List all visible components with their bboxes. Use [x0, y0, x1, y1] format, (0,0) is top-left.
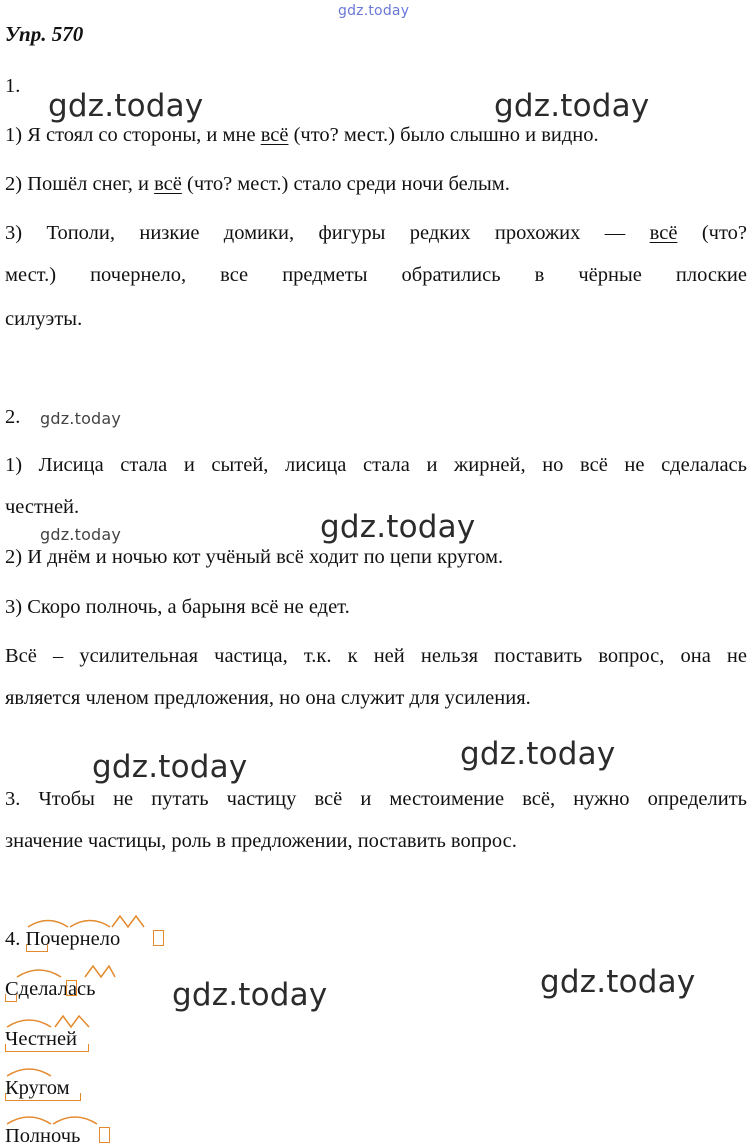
word-krugom-row [5, 1076, 70, 1100]
watermark: gdz.today [172, 977, 328, 1013]
morpheme-marks [26, 913, 166, 927]
prefix-mark [26, 944, 48, 952]
word-text: Полночь [5, 1125, 81, 1147]
word-text: Почернело [25, 928, 121, 950]
word-text: Сделалась [5, 978, 96, 1000]
word-pochernelo-row [5, 927, 120, 951]
watermark: gdz.today [48, 88, 204, 124]
underlined-pronoun: всё [260, 124, 289, 146]
section-1-sentence-3-line-2: мест.) почернело, все предметы обратились в чёрные плоские [5, 264, 747, 286]
base-mark [5, 1093, 81, 1101]
watermark: gdz.today [494, 88, 650, 124]
word-sdelalas [5, 977, 96, 1001]
word-pochernelo [26, 927, 121, 951]
word-chestnei [5, 1027, 77, 1051]
exercise-title: Упр. 570 [5, 22, 84, 46]
section-1-sentence-2 [5, 172, 510, 196]
morpheme-marks [5, 1013, 95, 1027]
text: 2) Пошёл снег, и [5, 173, 155, 195]
watermark-top: gdz.today [338, 3, 410, 19]
word-polnoch-row [5, 1124, 80, 1148]
morpheme-marks [5, 963, 115, 977]
word-chestnei-row [5, 1027, 77, 1051]
word-text: Честней [5, 1028, 78, 1050]
section-4-number: 4. [5, 928, 26, 950]
text: 1) Я стоял со стороны, и мне [5, 124, 261, 146]
section-3-line-1: 3. Чтобы не путать частицу всё и местоимение всё, нужно определить [5, 788, 747, 810]
text: (что? мест.) стало среди ночи белым. [181, 173, 510, 195]
word-text: Кругом [5, 1077, 70, 1099]
section-2-sentence-3: 3) Скоро полночь, а барыня всё не едет. [5, 596, 350, 618]
watermark: gdz.today [92, 749, 248, 785]
section-2-sentence-1-line-1: 1) Лисица стала и сытей, лисица стала и жирней, но всё не сделалась [5, 454, 747, 476]
text: (что? мест.) было слышно и видно. [288, 124, 599, 146]
watermark: gdz.today [460, 736, 616, 772]
ending-mark [153, 930, 164, 946]
text: 3) Тополи, низкие домики, фигуры редких прохожих — [5, 222, 650, 244]
ending-mark [99, 1127, 110, 1143]
section-2-explanation-line-1: Всё – усилительная частица, т.к. к ней нельзя поставить вопрос, она не [5, 645, 747, 667]
section-3-line-2: значение частицы, роль в предложении, поставить вопрос. [5, 830, 517, 852]
prefix-mark [5, 994, 17, 1002]
morpheme-marks [5, 1062, 85, 1076]
base-mark [5, 1044, 89, 1052]
section-2-sentence-2: 2) И днём и ночью кот учёный всё ходит по цепи кругом. [5, 546, 504, 568]
underlined-pronoun: всё [154, 173, 182, 195]
watermark: gdz.today [540, 964, 696, 1000]
section-1-sentence-3-line-1 [5, 221, 747, 245]
text: (что? [677, 222, 747, 244]
watermark: gdz.today [40, 525, 122, 544]
word-krugom [5, 1076, 70, 1100]
section-2-explanation-line-2: является членом предложения, но она служит для усиления. [5, 687, 531, 709]
section-1-number: 1. [5, 75, 21, 97]
section-1-sentence-1 [5, 123, 599, 147]
word-sdelalas-row [5, 977, 96, 1001]
section-2-number: 2. [5, 406, 21, 428]
ending-mark [66, 980, 77, 996]
section-2-sentence-1-line-2: честней. [5, 496, 80, 518]
underlined-pronoun: всё [649, 222, 678, 244]
watermark: gdz.today [40, 409, 122, 428]
watermark: gdz.today [320, 509, 476, 545]
word-polnoch [5, 1124, 80, 1148]
section-1-sentence-3-line-3: силуэты. [5, 308, 83, 330]
morpheme-marks [5, 1110, 115, 1124]
